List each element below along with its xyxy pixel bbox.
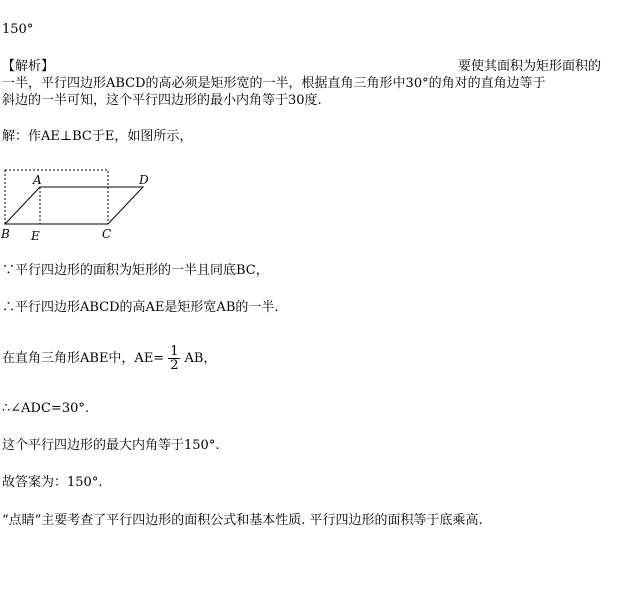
label-e: E [31,229,40,243]
step-5: 这个平行四边形的最大内角等于150°. [2,438,220,453]
parallelogram-figure [0,168,160,243]
label-c: C [102,227,112,241]
comment: “点睛”主要考查了平行四边形的面积公式和基本性质. 平行四边形的面积等于底乘高. [2,513,483,528]
parallelogram-abcd [5,187,143,224]
fraction-one-half [168,345,180,372]
fraction-numerator: 1 [170,344,179,359]
step-1: ∵平行四边形的面积为矩形的一半且同底BC， [2,263,269,278]
analysis-line2: 一半，平行四边形ABCD的高必须是矩形宽的一半，根据直角三角形中30°的角对的直角边等于 [2,76,546,91]
solution-intro: 解：作AE⊥BC于E，如图所示， [2,129,193,144]
fraction-denominator: 2 [170,358,179,373]
label-a: A [33,173,42,187]
label-b: B [1,227,10,241]
step-2: ∴平行四边形ABCD的高AE是矩形宽AB的一半. [2,300,279,315]
label-d: D [139,173,149,187]
analysis-line3: 斜边的一半可知，这个平行四边形的最小内角等于30度. [2,93,322,108]
rectangle-dashed [5,170,108,224]
top-answer: 150° [2,22,34,37]
step-4: ∴∠ADC=30°. [2,401,89,416]
step-3-prefix: 在直角三角形ABE中，AE= [2,351,165,366]
step-3 [2,344,216,374]
analysis-label: 【解析】 [2,59,55,74]
step-3-suffix: AB， [184,351,217,366]
step-6: 故答案为：150°. [2,475,103,490]
analysis-line1-right: 要使其面积为矩形面积的 [458,59,602,74]
